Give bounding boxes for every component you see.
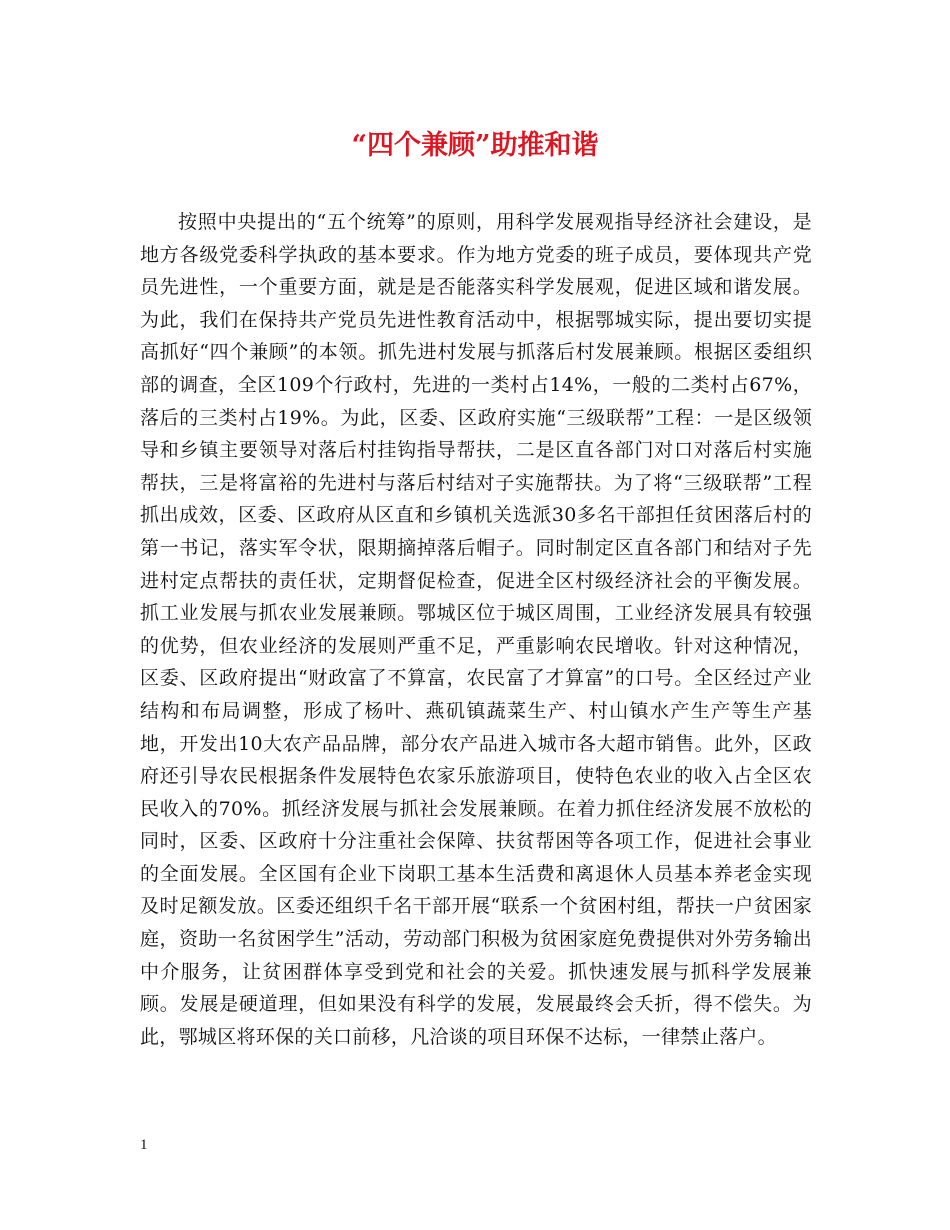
paragraph-villages: 抓先进村发展与抓落后村发展兼顾。根据区委组织部的调查，全区109个行政村，先进的一类村占14%，一般的二类村占67%，落后的三类村占19%。为此，区委、区政府实施“三级联帮”工程：一是区级领导和乡镇主要领导对落后村挂钩指导帮扶，二是区直各部门对口对落后村实施帮扶，三是将富裕的先进村与落后村结对子实施帮扶。为了将“三级联帮”工程抓出成效，区委、区政府从区直和乡镇机关选派30多名干部担任贫困落后村的第一书记，落实军令状，限期摘掉落后帽子。同时制定区直各部门和结对子先进村定点帮扶的责任状，定期督促检查，促进全区村级经济社会的平衡发展。 xyxy=(140,341,812,592)
paragraph-industry-agriculture: 抓工业发展与抓农业发展兼顾。鄂城区位于城区周围，工业经济发展具有较强的优势，但农业经济的发展则严重不足，严重影响农民增收。针对这种情况，区委、区政府提出“财政富了不算富，农民富了才算富”的口号。全区经过产业结构和布局调整，形成了杨叶、燕矶镇蔬菜生产、村山镇水产生产等生产基地，开发出10大农产品品牌，部分农产品进入城市各大超市销售。此外，区政府还引导农民根据条件发展特色农家乐旅游项目，使特色农业的收入占全区农民收入的70%。 xyxy=(140,602,812,820)
document-body xyxy=(140,206,812,1053)
paragraph-intro: 按照中央提出的“五个统筹”的原则，用科学发展观指导经济社会建设，是地方各级党委科学执政的基本要求。作为地方党委的班子成员，要体现共产党员先进性，一个重要方面，就是是否能落实科学发展观，促进区域和谐发展。为此，我们在保持共产党员先进性教育活动中，根据鄂城实际，提出要切实提高抓好“四个兼顾”的本领。 xyxy=(140,211,812,364)
page-number: 1 xyxy=(140,1137,148,1153)
document-title: “四个兼顾”助推和谐 xyxy=(351,130,599,161)
paragraph-scientific-development: 抓快速发展与抓科学发展兼顾。发展是硬道理，但如果没有科学的发展，发展最终会夭折，得不偿失。为此，鄂城区将环保的关口前移，凡洽谈的项目环保不达标，一律禁止落户。 xyxy=(140,960,812,1048)
paragraph-economy-society: 抓经济发展与抓社会发展兼顾。在着力抓住经济发展不放松的同时，区委、区政府十分注重社会保障、扶贫帮困等各项工作，促进社会事业的全面发展。全区国有企业下岗职工基本生活费和离退休人员基本养老金实现及时足额发放。区委还组织千名干部开展“联系一个贫困村组，帮扶一户贫困家庭，资助一名贫困学生”活动，劳动部门积极为贫困家庭免费提供对外劳务输出中介服务，让贫困群体享受到党和社会的关爱。 xyxy=(140,797,812,983)
